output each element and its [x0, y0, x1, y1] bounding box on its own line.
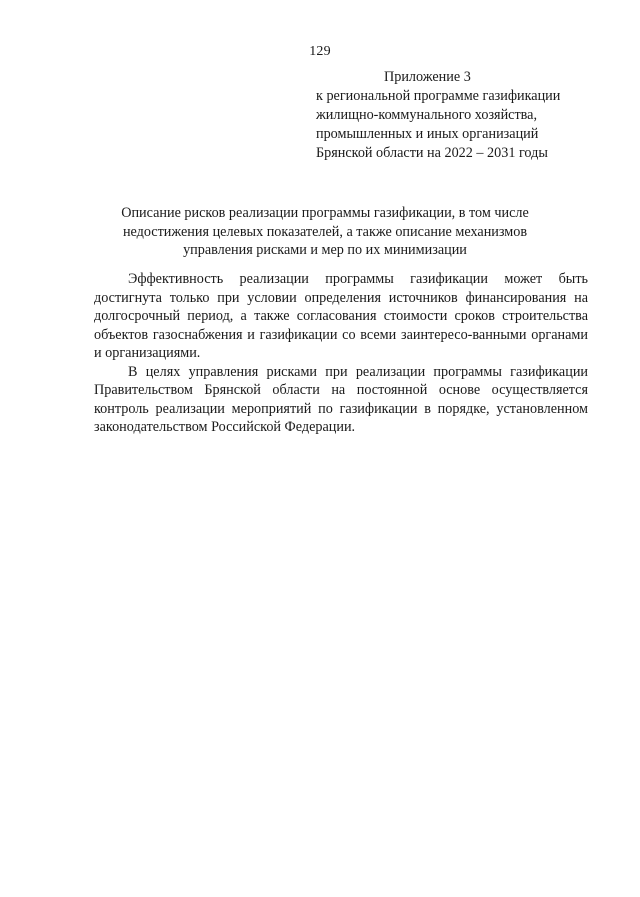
appendix-title: Приложение 3 — [384, 69, 471, 85]
section-heading — [110, 204, 540, 260]
appendix-line: Брянской области на 2022 – 2031 годы — [316, 145, 548, 161]
page-number: 129 — [309, 44, 331, 59]
heading-line: управления рисками и мер по их минимизации — [183, 242, 467, 258]
appendix-block — [316, 68, 616, 163]
appendix-line: жилищно-коммунального хозяйства, — [316, 107, 538, 123]
body-text — [94, 270, 588, 437]
appendix-line: к региональной программе газификации — [316, 88, 561, 104]
paragraph: Эффективность реализации программы газификации может быть достигнута только при условии определения источников финансирования на долгосрочный период, а также согласования стоимости сроков строительства объектов газоснабжения и газификации со всеми заинтересо-ванными органами и организациями. — [94, 271, 588, 361]
heading-line: Описание рисков реализации программы газификации, в том числе — [121, 205, 529, 221]
appendix-line: промышленных и иных организаций — [316, 126, 539, 142]
heading-line: недостижения целевых показателей, а также описание механизмов — [122, 223, 528, 240]
paragraph: В целях управления рисками при реализации программы газификации Правительством Брянской области на постоянной основе осуществляется контроль реализации мероприятий по газификации в порядке, установленном законодательством Российской Федерации. — [94, 363, 588, 435]
